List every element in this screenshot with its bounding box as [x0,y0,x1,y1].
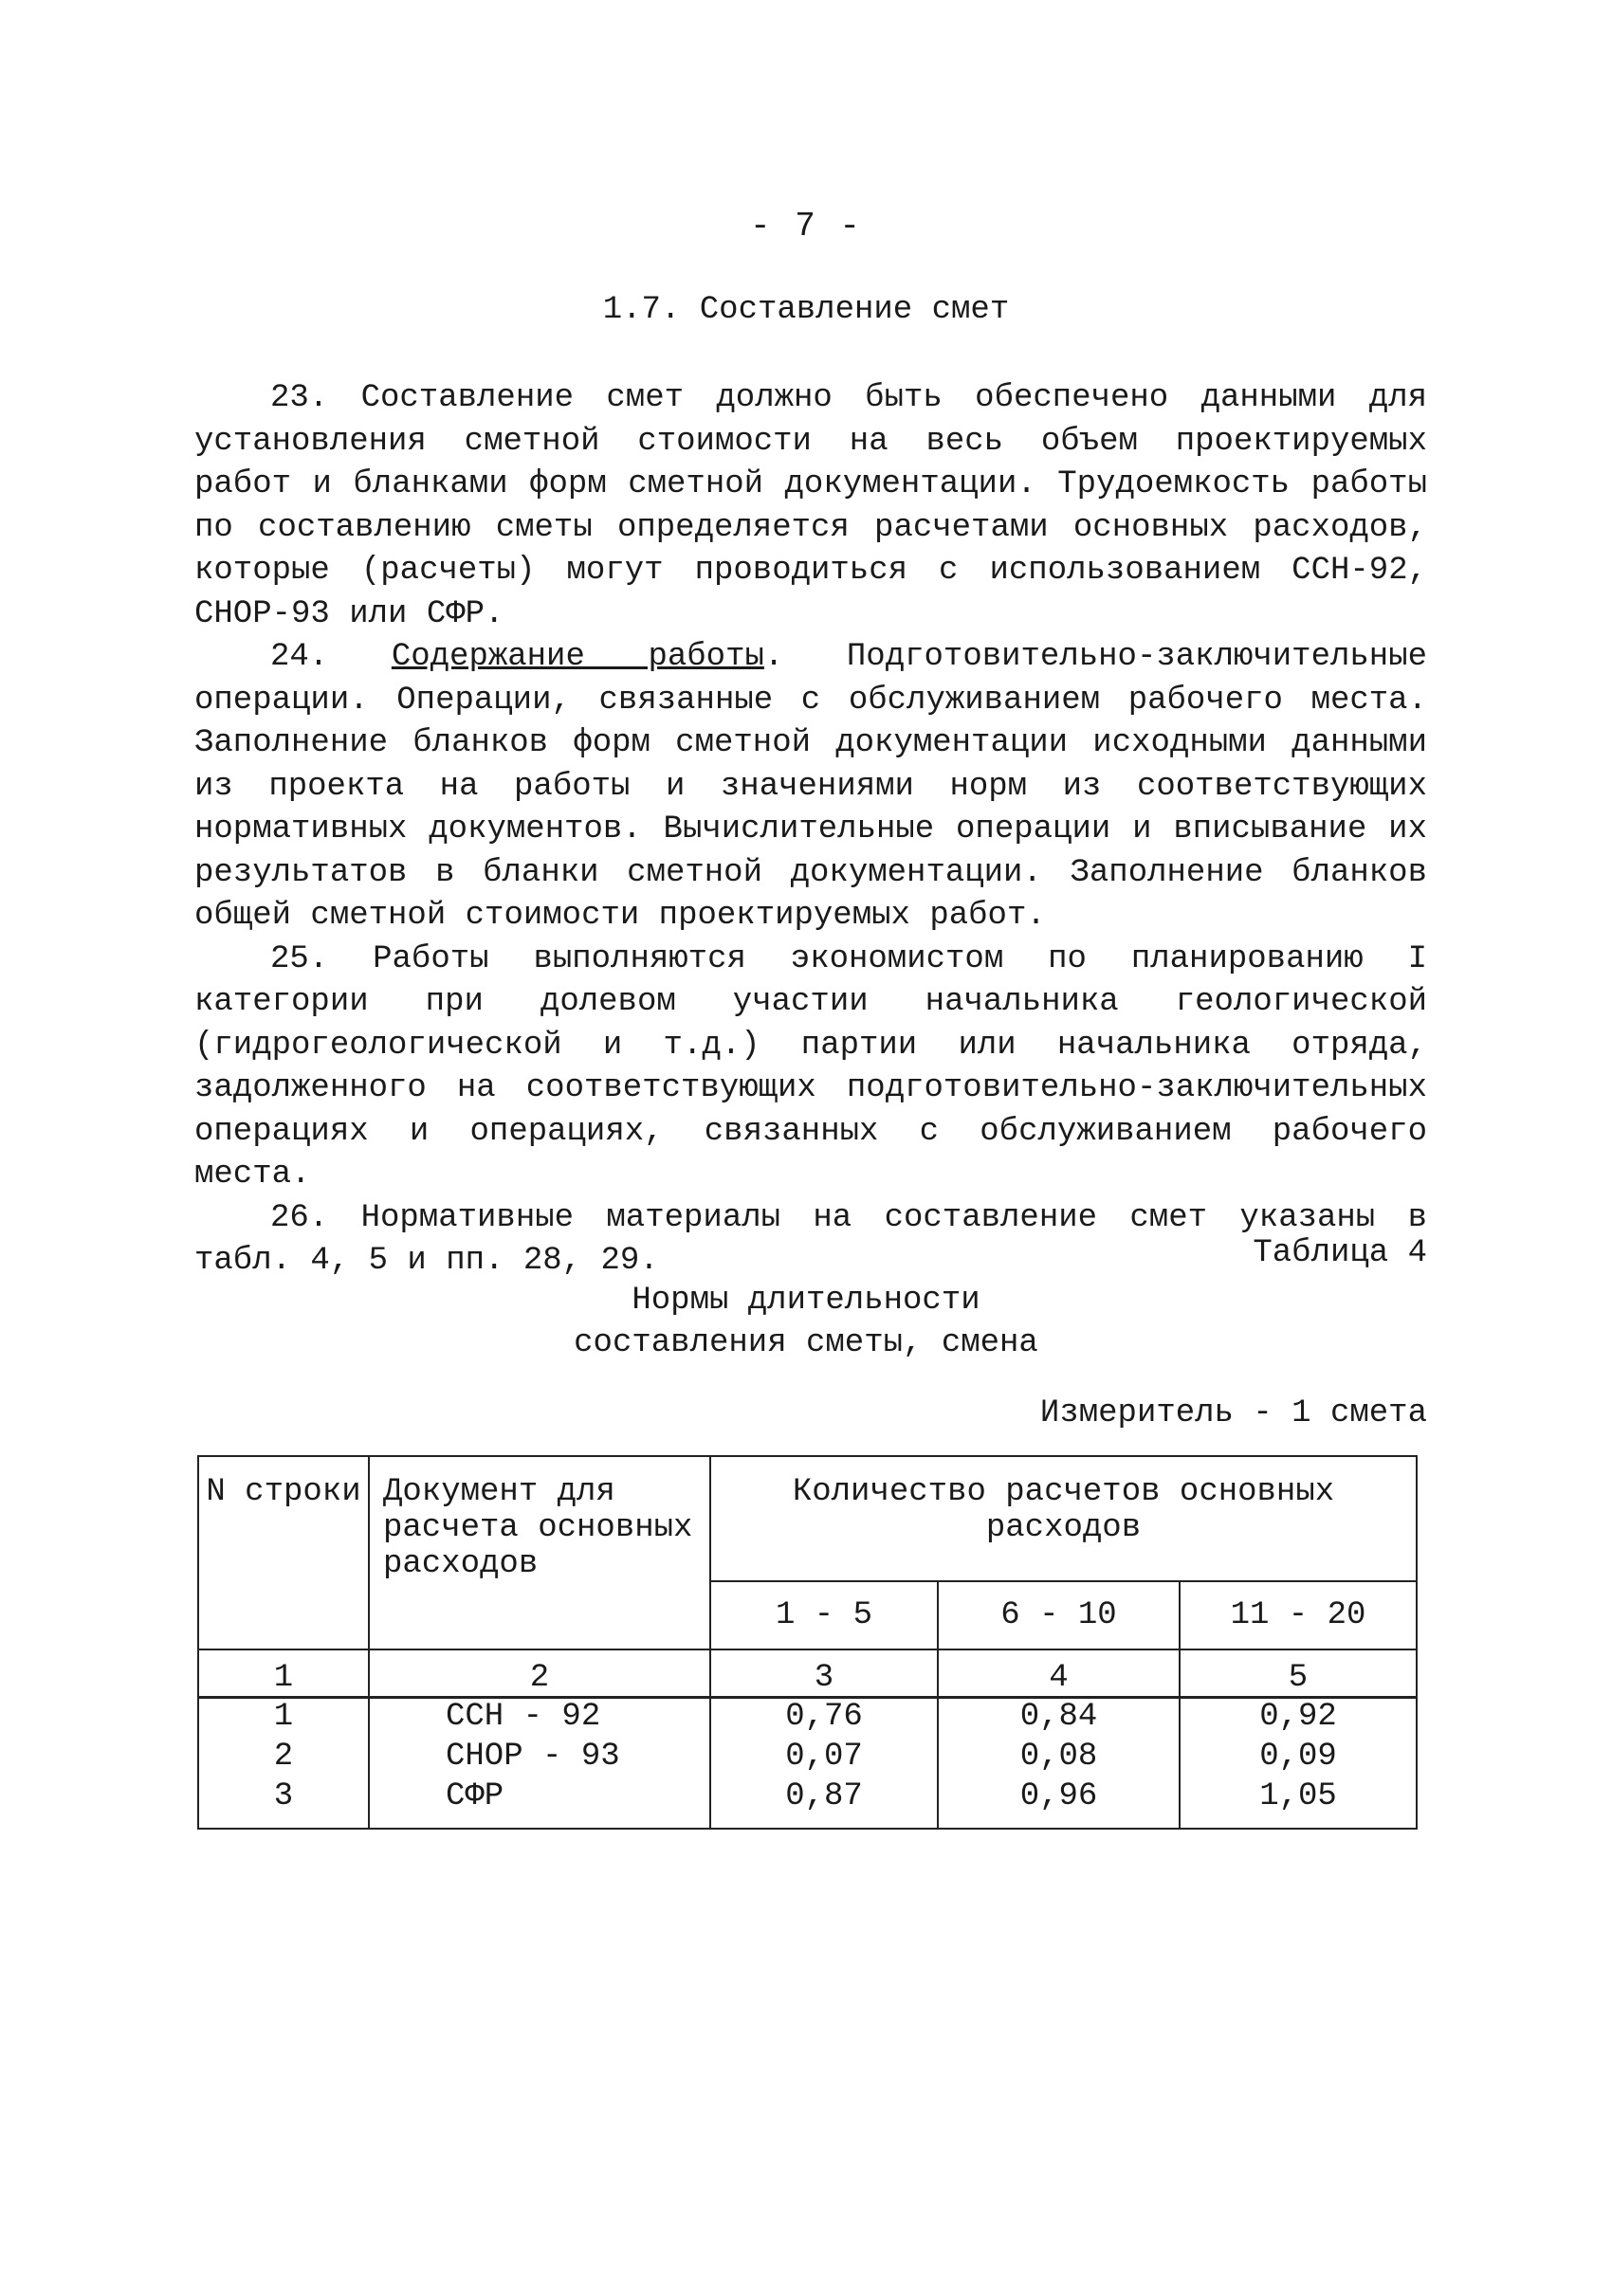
table-caption-line-1: Нормы длительности [632,1283,980,1319]
paragraph-24-label: Содержание работы [391,639,764,675]
table-caption-line-2: составления сметы, смена [574,1325,1038,1361]
column-number: 1 [198,1649,369,1698]
column-number: 4 [938,1649,1180,1698]
paragraph-25: 25. Работы выполняются экономистом по планированию I категории при долевом участии начальника геологической (гидрогеологической и т.д.) партии или начальника отряда, задолженного на соответствующих подготовительно-заключительных операциях и операциях, связанных с обслуживанием рабочего места. [194,940,1427,1193]
page-number: - 7 - [749,207,863,246]
row-number: 2 [198,1739,369,1778]
norms-table-wrapper [197,1455,1416,1830]
row-value: 1,05 [1180,1778,1417,1829]
table-row [198,1739,1417,1778]
table-row [198,1778,1417,1829]
column-number: 2 [369,1649,710,1698]
row-value: 0,96 [938,1778,1180,1829]
row-document: СФР [369,1778,710,1829]
header-count: Количество расчетов основных расходов [710,1456,1417,1581]
paragraph-23: 23. Составление смет должно быть обеспечено данными для установления сметной стоимости на весь объем проектируемых работ и бланками форм сметной документации. Трудоемкость работы по составлению сметы определяется расчетами основных расходов, которые (расчеты) могут проводиться с использованием ССН-92, СНОР-93 или СФР. [194,380,1427,632]
table-measure: Измеритель - 1 смета [1039,1395,1427,1431]
column-number-row [198,1649,1417,1698]
norms-table [197,1455,1418,1830]
row-value: 0,08 [938,1739,1180,1778]
row-number: 1 [198,1698,369,1740]
row-document: ССН - 92 [369,1698,710,1740]
body-text [194,377,1427,1284]
row-value: 0,09 [1180,1739,1417,1778]
row-value: 0,87 [710,1778,938,1829]
column-number: 5 [1180,1649,1417,1698]
paragraph-24-number: 24. [270,639,329,675]
table-label: Таблица 4 [1253,1235,1427,1271]
header-range-3: 11 - 20 [1180,1581,1417,1649]
column-number: 3 [710,1649,938,1698]
header-row-number: N строки [198,1456,369,1649]
row-document: СНОР - 93 [369,1739,710,1778]
paragraph-24 [194,636,1427,938]
header-range-1: 1 - 5 [710,1581,938,1649]
header-document: Документ для расчета основных расходов [369,1456,710,1649]
table-row [198,1698,1417,1740]
table-caption [0,1280,1612,1365]
section-title: 1.7. Составление смет [602,292,1010,328]
header-range-2: 6 - 10 [938,1581,1180,1649]
row-number: 3 [198,1778,369,1829]
row-value: 0,84 [938,1698,1180,1740]
paragraph-26: 26. Нормативные материалы на составление смет указаны в табл. 4, 5 и пп. 28, 29. [194,1199,1427,1279]
row-value: 0,76 [710,1698,938,1740]
paragraph-24-text: . Подготовительно-заключительные операции. Операции, связанные с обслуживанием рабочего места. Заполнение бланков форм сметной документации исходными данными из проекта на работы и значениями норм из соответствующих нормативных документов. Вычислительные операции и вписывание их результатов в бланки сметной документации. Заполнение бланков общей сметной стоимости проектируемых работ. [194,639,1427,934]
row-value: 0,07 [710,1739,938,1778]
row-value: 0,92 [1180,1698,1417,1740]
